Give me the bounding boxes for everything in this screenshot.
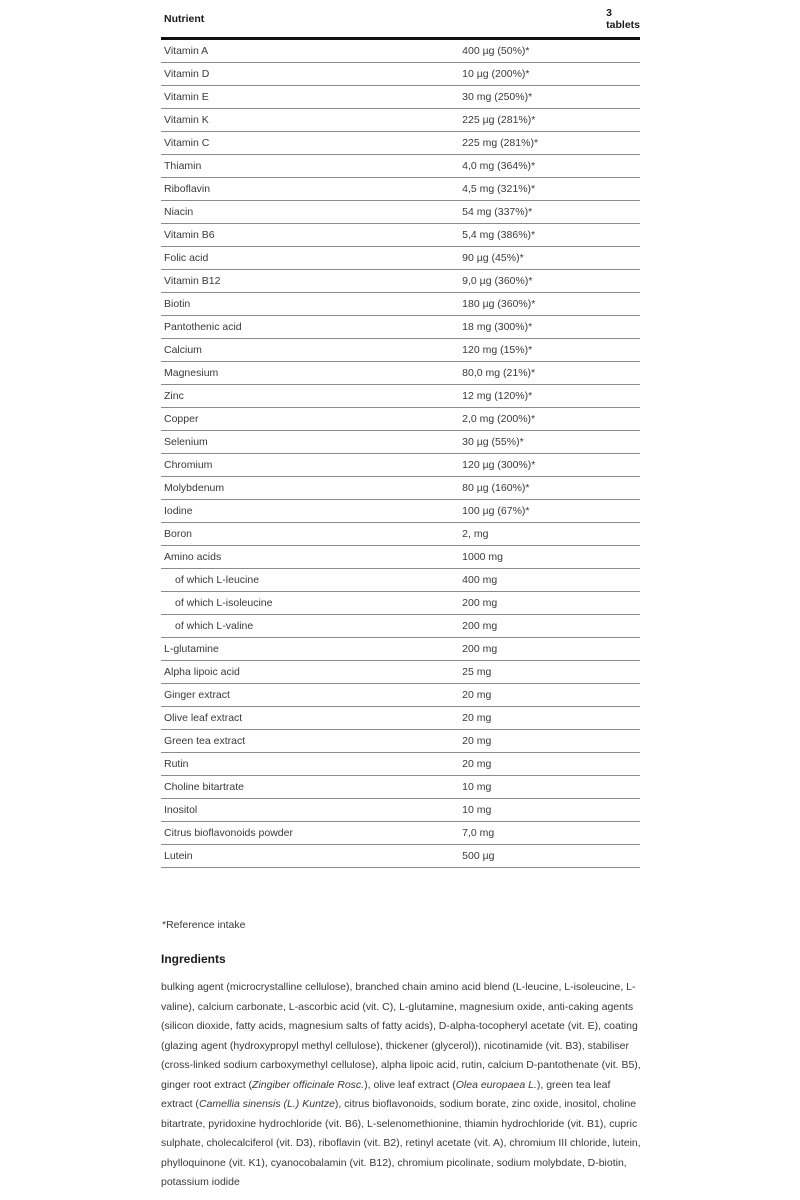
nutrient-name: of which L-valine	[161, 615, 459, 638]
ingredient-text-segment: bulking agent (microcrystalline cellulose), branched chain amino acid blend (L-leucine, L-isoleucine, L-valine), calcium carbonate, L-ascorbic acid (vit. C), L-glutamine, magnesium oxide, anti-caking agents (silicon dioxide, fatty acids, magnesium salts of fatty acids), D-alpha-tocopheryl acetate (vit. E), coating (glazing agent (hydroxypropyl methyl cellulose), thickener (glycerol)), nicotinamide (vit. B3), stabiliser (cross-linked sodium carboxymethyl cellulose), alpha lipoic acid, rutin, calcium D-pantothenate (vit. B5), ginger root extract (	[161, 981, 641, 1091]
reference-intake-footnote: *Reference intake	[162, 919, 246, 931]
nutrient-name: Zinc	[161, 385, 459, 408]
table-row	[161, 39, 640, 63]
table-row	[161, 270, 640, 293]
nutrient-amount: 400 mg	[459, 569, 640, 592]
nutrient-name: Iodine	[161, 500, 459, 523]
table-row	[161, 477, 640, 500]
nutrient-amount: 5,4 mg (386%)*	[459, 224, 640, 247]
nutrient-amount: 20 mg	[459, 684, 640, 707]
nutrient-name: Thiamin	[161, 155, 459, 178]
ingredient-latin-name: Olea europaea L.	[455, 1078, 537, 1091]
nutrient-amount: 1000 mg	[459, 546, 640, 569]
nutrient-amount: 500 µg	[459, 845, 640, 868]
nutrient-amount: 25 mg	[459, 661, 640, 684]
table-row	[161, 201, 640, 224]
nutrient-name: Boron	[161, 523, 459, 546]
table-row	[161, 776, 640, 799]
nutrient-amount: 7,0 mg	[459, 822, 640, 845]
ingredient-text-segment: ), olive leaf extract (	[364, 1078, 456, 1091]
nutrient-name: Pantothenic acid	[161, 316, 459, 339]
table-row	[161, 707, 640, 730]
nutrient-name: Citrus bioflavonoids powder	[161, 822, 459, 845]
ingredient-latin-name: Zingiber officinale Rosc.	[252, 1078, 365, 1091]
nutrient-amount: 120 mg (15%)*	[459, 339, 640, 362]
nutrient-name: Magnesium	[161, 362, 459, 385]
nutrient-amount: 9,0 µg (360%)*	[459, 270, 640, 293]
table-row	[161, 661, 640, 684]
nutrient-name: Biotin	[161, 293, 459, 316]
nutrient-name: Rutin	[161, 753, 459, 776]
nutrient-name: Chromium	[161, 454, 459, 477]
nutrient-name: Inositol	[161, 799, 459, 822]
table-row	[161, 730, 640, 753]
nutrient-name: Vitamin B6	[161, 224, 459, 247]
nutrition-table	[161, 0, 640, 868]
nutrient-amount: 20 mg	[459, 707, 640, 730]
table-row	[161, 408, 640, 431]
table-row	[161, 132, 640, 155]
ingredients-heading: Ingredients	[161, 952, 226, 966]
nutrient-amount: 10 µg (200%)*	[459, 63, 640, 86]
nutrient-amount: 54 mg (337%)*	[459, 201, 640, 224]
nutrient-name: Vitamin B12	[161, 270, 459, 293]
nutrient-name: Vitamin D	[161, 63, 459, 86]
nutrient-amount: 80,0 mg (21%)*	[459, 362, 640, 385]
nutrient-amount: 30 mg (250%)*	[459, 86, 640, 109]
table-row	[161, 86, 640, 109]
nutrient-name: of which L-leucine	[161, 569, 459, 592]
nutrient-amount: 200 mg	[459, 615, 640, 638]
nutrient-name: Vitamin C	[161, 132, 459, 155]
nutrient-amount: 20 mg	[459, 730, 640, 753]
nutrient-amount: 2,0 mg (200%)*	[459, 408, 640, 431]
nutrient-name: Vitamin K	[161, 109, 459, 132]
table-row	[161, 339, 640, 362]
table-row	[161, 178, 640, 201]
table-row	[161, 431, 640, 454]
ingredient-latin-name: Camellia sinensis (L.) Kuntze	[198, 1098, 335, 1110]
nutrient-name: L-glutamine	[161, 638, 459, 661]
table-row	[161, 845, 640, 868]
header-amount: 3 tablets	[459, 0, 640, 39]
nutrient-name: Alpha lipoic acid	[161, 661, 459, 684]
nutrient-name: Folic acid	[161, 247, 459, 270]
nutrient-name: Green tea extract	[161, 730, 459, 753]
table-row	[161, 615, 640, 638]
nutrient-amount: 400 µg (50%)*	[459, 39, 640, 63]
nutrient-amount: 12 mg (120%)*	[459, 385, 640, 408]
nutrient-name: Vitamin E	[161, 86, 459, 109]
nutrient-amount: 2, mg	[459, 523, 640, 546]
table-row	[161, 822, 640, 845]
nutrient-amount: 200 mg	[459, 638, 640, 661]
table-row	[161, 109, 640, 132]
nutrient-amount: 10 mg	[459, 799, 640, 822]
table-row	[161, 569, 640, 592]
nutrient-name: of which L-isoleucine	[161, 592, 459, 615]
table-row	[161, 592, 640, 615]
ingredient-text-segment: ), citrus bioflavonoids, sodium borate, zinc oxide, inositol, choline bitartrate, pyridoxine hydrochloride (vit. B6), L-selenomethionine, thiamin hydrochloride (vit. B1), cupric sulphate, cholecalciferol (vit. D3), riboflavin (vit. B2), retinyl acetate (vit. A), chromium III chloride, lutein, phylloquinone (vit. K1), cyanocobalamin (vit. B12), chromium picolinate, sodium molybdate, D-biotin, potassium iodide	[161, 1098, 641, 1188]
nutrient-amount: 80 µg (160%)*	[459, 477, 640, 500]
nutrient-name: Vitamin A	[161, 39, 459, 63]
nutrient-amount: 200 mg	[459, 592, 640, 615]
nutrient-name: Selenium	[161, 431, 459, 454]
nutrient-name: Amino acids	[161, 546, 459, 569]
nutrient-amount: 225 mg (281%)*	[459, 132, 640, 155]
nutrient-amount: 20 mg	[459, 753, 640, 776]
nutrient-amount: 18 mg (300%)*	[459, 316, 640, 339]
nutrient-amount: 4,0 mg (364%)*	[459, 155, 640, 178]
nutrient-amount: 225 µg (281%)*	[459, 109, 640, 132]
table-row	[161, 638, 640, 661]
table-row	[161, 63, 640, 86]
nutrient-name: Calcium	[161, 339, 459, 362]
nutrient-name: Choline bitartrate	[161, 776, 459, 799]
table-row	[161, 247, 640, 270]
nutrient-amount: 180 µg (360%)*	[459, 293, 640, 316]
nutrient-name: Molybdenum	[161, 477, 459, 500]
table-row	[161, 523, 640, 546]
table-row	[161, 316, 640, 339]
nutrient-name: Lutein	[161, 845, 459, 868]
table-row	[161, 155, 640, 178]
table-row	[161, 362, 640, 385]
table-row	[161, 799, 640, 822]
ingredients-text	[161, 978, 641, 1193]
nutrient-amount: 100 µg (67%)*	[459, 500, 640, 523]
nutrient-name: Niacin	[161, 201, 459, 224]
table-header-row	[161, 0, 640, 39]
table-row	[161, 454, 640, 477]
nutrient-amount: 10 mg	[459, 776, 640, 799]
nutrient-amount: 120 µg (300%)*	[459, 454, 640, 477]
nutrient-name: Ginger extract	[161, 684, 459, 707]
nutrient-amount: 30 µg (55%)*	[459, 431, 640, 454]
table-row	[161, 224, 640, 247]
table-row	[161, 684, 640, 707]
ingredient-text-segment: ), green tea leaf extract (	[161, 1078, 611, 1110]
nutrient-name: Copper	[161, 408, 459, 431]
table-row	[161, 753, 640, 776]
nutrient-amount: 90 µg (45%)*	[459, 247, 640, 270]
nutrient-name: Olive leaf extract	[161, 707, 459, 730]
table-row	[161, 500, 640, 523]
table-body	[161, 39, 640, 868]
nutrient-name: Riboflavin	[161, 178, 459, 201]
table-row	[161, 293, 640, 316]
table-row	[161, 546, 640, 569]
nutrient-amount: 4,5 mg (321%)*	[459, 178, 640, 201]
header-nutrient: Nutrient	[161, 0, 459, 39]
table-row	[161, 385, 640, 408]
